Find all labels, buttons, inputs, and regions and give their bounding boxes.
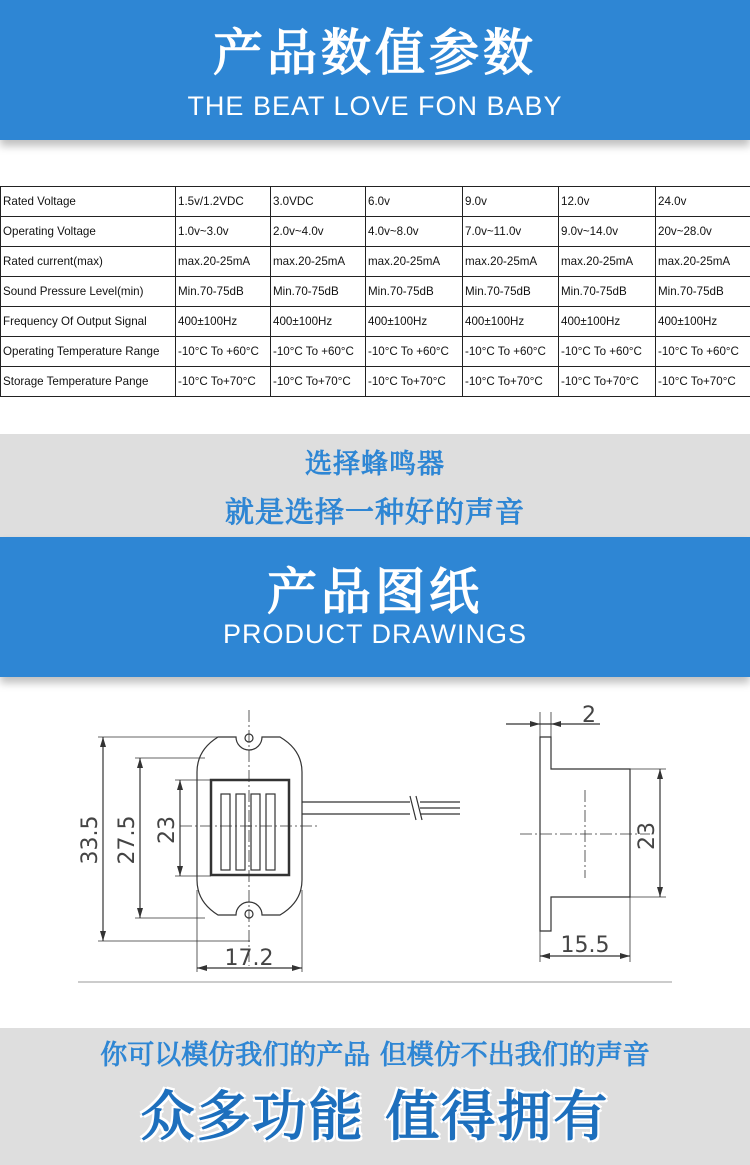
table-cell: -10°C To+70°C	[656, 367, 750, 397]
table-cell: -10°C To +60°C	[463, 337, 559, 367]
row-label: Frequency Of Output Signal	[1, 307, 176, 337]
table-cell: 20v~28.0v	[656, 217, 750, 247]
table-cell: max.20-25mA	[176, 247, 271, 277]
dim-label-15-5: 15.5	[560, 933, 610, 958]
table-cell: -10°C To +60°C	[656, 337, 750, 367]
table-row	[1, 337, 750, 367]
header-banner	[0, 0, 750, 140]
dim-label-17-2: 17.2	[224, 946, 274, 971]
table-cell: -10°C To +60°C	[176, 337, 271, 367]
table-cell: 400±100Hz	[463, 307, 559, 337]
dim-label-23-front: 23	[155, 816, 180, 844]
table-cell: max.20-25mA	[463, 247, 559, 277]
table-cell: -10°C To +60°C	[366, 337, 463, 367]
slogan-bottom-line-2: 众多功能 值得拥有	[140, 1085, 610, 1148]
table-cell: max.20-25mA	[366, 247, 463, 277]
table-row	[1, 367, 750, 397]
slogan-band-top	[0, 434, 750, 537]
drawings-banner	[0, 537, 750, 677]
product-drawing	[0, 690, 750, 990]
table-cell: Min.70-75dB	[559, 277, 656, 307]
table-cell: -10°C To+70°C	[559, 367, 656, 397]
table-cell: Min.70-75dB	[656, 277, 750, 307]
table-cell: 400±100Hz	[559, 307, 656, 337]
spec-table	[0, 186, 750, 397]
table-row	[1, 217, 750, 247]
slogan-line-2: 就是选择一种好的声音	[224, 495, 525, 529]
front-view	[98, 710, 460, 972]
table-cell: max.20-25mA	[656, 247, 750, 277]
table-cell: 12.0v	[559, 187, 656, 217]
slogan-line-1: 选择蜂鸣器	[305, 449, 445, 480]
slogan-band-bottom	[0, 1028, 750, 1165]
row-label: Sound Pressure Level(min)	[1, 277, 176, 307]
table-cell: Min.70-75dB	[271, 277, 366, 307]
row-label: Rated Voltage	[1, 187, 176, 217]
table-cell: 9.0v	[463, 187, 559, 217]
table-cell: 9.0v~14.0v	[559, 217, 656, 247]
table-cell: 400±100Hz	[271, 307, 366, 337]
slot	[221, 794, 230, 870]
table-cell: -10°C To+70°C	[271, 367, 366, 397]
table-row	[1, 307, 750, 337]
table-cell: Min.70-75dB	[463, 277, 559, 307]
slogan-bottom-line-1: 你可以模仿我们的产品 但模仿不出我们的声音	[100, 1040, 650, 1071]
table-cell: max.20-25mA	[559, 247, 656, 277]
row-label: Rated current(max)	[1, 247, 176, 277]
slot	[251, 794, 260, 870]
table-cell: 7.0v~11.0v	[463, 217, 559, 247]
table-cell: 6.0v	[366, 187, 463, 217]
slot	[266, 794, 275, 870]
table-row	[1, 277, 750, 307]
header-subtitle: THE BEAT LOVE FON BABY	[187, 91, 563, 121]
dim-label-33-5: 33.5	[78, 815, 103, 865]
table-cell: 1.0v~3.0v	[176, 217, 271, 247]
table-cell: 3.0VDC	[271, 187, 366, 217]
slot	[236, 794, 245, 870]
dim-label-27-5: 27.5	[115, 815, 140, 865]
dim-label-23-side: 23	[635, 822, 660, 850]
row-label: Operating Voltage	[1, 217, 176, 247]
table-cell: 400±100Hz	[176, 307, 271, 337]
table-cell: -10°C To+70°C	[366, 367, 463, 397]
header-title: 产品数值参数	[213, 24, 537, 82]
table-cell: 2.0v~4.0v	[271, 217, 366, 247]
table-cell: -10°C To+70°C	[176, 367, 271, 397]
table-cell: 400±100Hz	[366, 307, 463, 337]
table-cell: -10°C To +60°C	[271, 337, 366, 367]
table-cell: max.20-25mA	[271, 247, 366, 277]
table-cell: -10°C To +60°C	[559, 337, 656, 367]
table-cell: Min.70-75dB	[366, 277, 463, 307]
drawings-subtitle: PRODUCT DRAWINGS	[222, 619, 527, 649]
table-cell: 1.5v/1.2VDC	[176, 187, 271, 217]
table-row	[1, 187, 750, 217]
table-cell: 400±100Hz	[656, 307, 750, 337]
table-cell: -10°C To+70°C	[463, 367, 559, 397]
table-cell: 24.0v	[656, 187, 750, 217]
row-label: Storage Temperature Pange	[1, 367, 176, 397]
drawings-title: 产品图纸	[267, 563, 483, 621]
row-label: Operating Temperature Range	[1, 337, 176, 367]
table-row	[1, 247, 750, 277]
dim-label-2: 2	[582, 703, 596, 728]
table-cell: Min.70-75dB	[176, 277, 271, 307]
table-cell: 4.0v~8.0v	[366, 217, 463, 247]
spec-table-body	[1, 187, 750, 397]
